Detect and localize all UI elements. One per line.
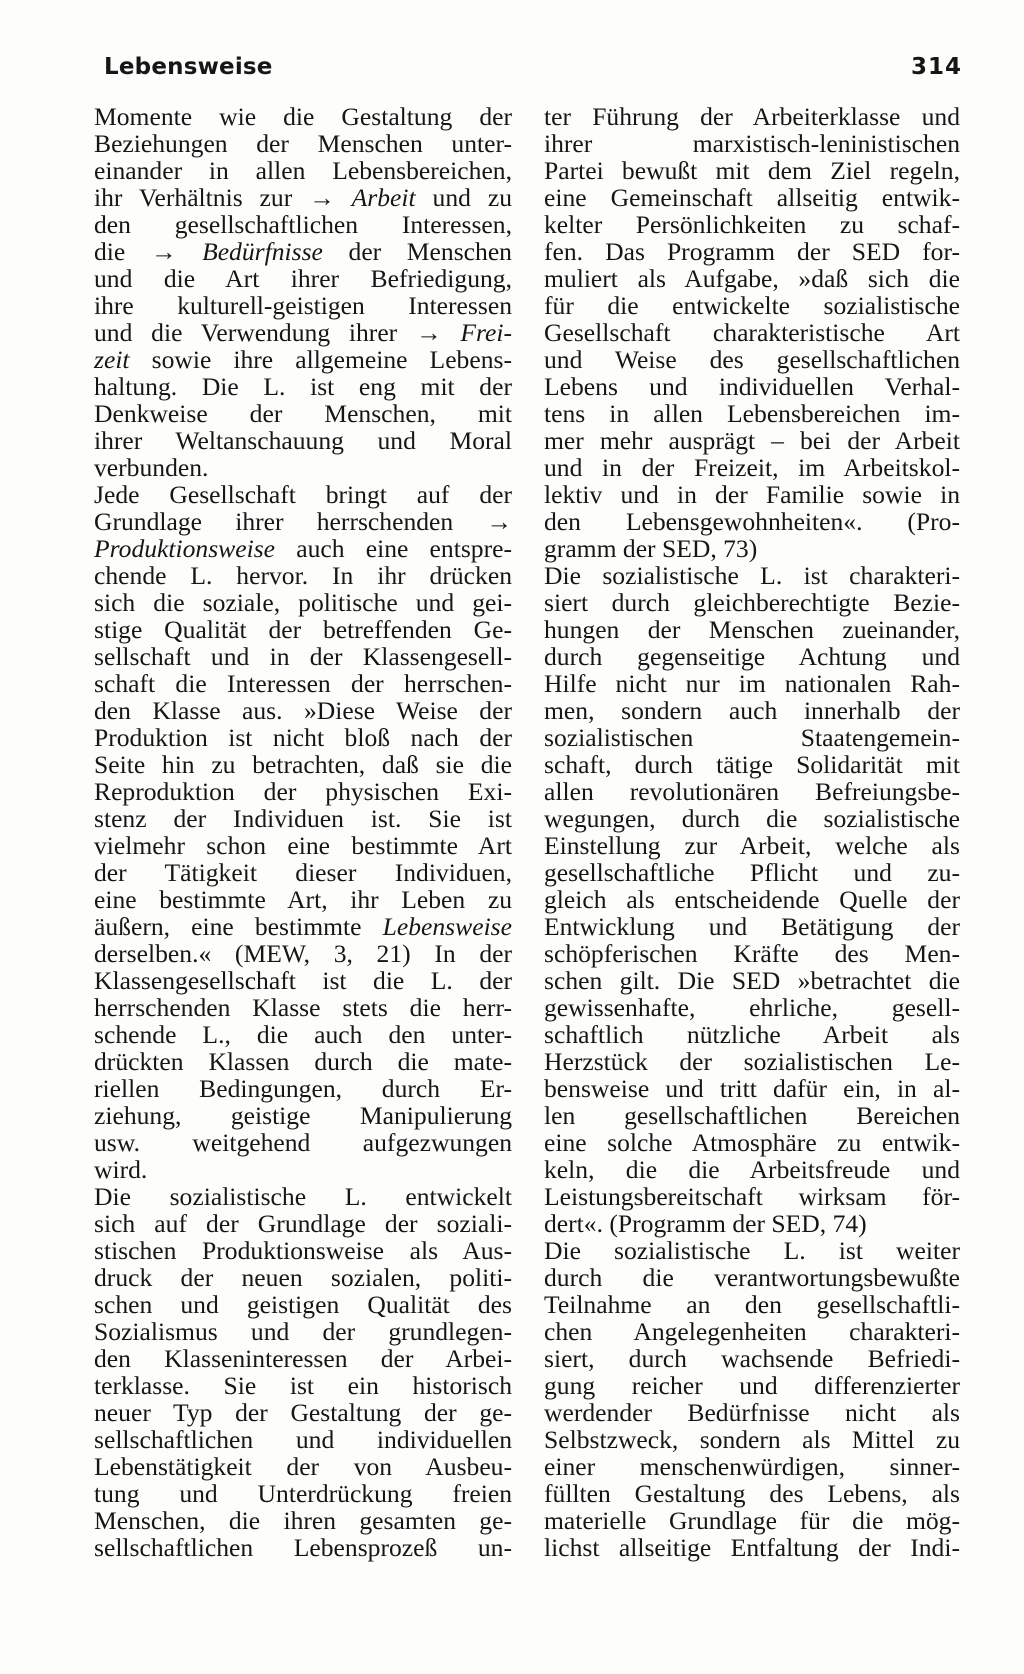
- text-line: schaftlich nützliche Arbeit als: [544, 1020, 960, 1049]
- text-line: gewissenhafte, ehrliche, gesell-: [544, 993, 960, 1022]
- text-line: Lebenstätigkeit der von Ausbeu-: [94, 1452, 512, 1481]
- text-line: Partei bewußt mit dem Ziel regeln,: [544, 156, 960, 185]
- text-line: sozialistischen Staatengemein-: [544, 723, 960, 752]
- text-line: der Tätigkeit dieser Individuen,: [94, 858, 512, 887]
- text-line: Momente wie die Gestaltung der: [94, 102, 512, 131]
- text-line: siert, durch wachsende Befriedi-: [544, 1344, 960, 1373]
- text-line: schen und geistigen Qualität des: [94, 1290, 512, 1319]
- text-line: Reproduktion der physischen Exi-: [94, 777, 512, 806]
- text-line: sich auf der Grundlage der soziali-: [94, 1209, 512, 1238]
- text-line: riellen Bedingungen, durch Er-: [94, 1074, 512, 1103]
- text-line: Teilnahme an den gesellschaftli-: [544, 1290, 960, 1319]
- text-line: Denkweise der Menschen, mit: [94, 399, 512, 428]
- text-line: gleich als entscheidende Quelle der: [544, 885, 960, 914]
- text-line: lektiv und in der Familie sowie in: [544, 480, 960, 509]
- text-line: fen. Das Programm der SED for-: [544, 237, 960, 266]
- text-line: eine solche Atmosphäre zu entwik-: [544, 1128, 960, 1157]
- text-column-left: [94, 103, 512, 1561]
- text-line: ihrer marxistisch-leninistischen: [544, 129, 960, 158]
- text-line: Herzstück der sozialistischen Le-: [544, 1047, 960, 1076]
- text-line: einer menschenwürdigen, sinner-: [544, 1452, 960, 1481]
- text-line: Klassengesellschaft ist die L. der: [94, 966, 512, 995]
- text-line: durch gegenseitige Achtung und: [544, 642, 960, 671]
- text-line: usw. weitgehend aufgezwungen: [94, 1128, 512, 1157]
- text-line: Entwicklung und Betätigung der: [544, 912, 960, 941]
- text-line: den Klasse aus. »Diese Weise der: [94, 696, 512, 725]
- text-line: und in der Freizeit, im Arbeitskol-: [544, 453, 960, 482]
- text-line: Seite hin zu betrachten, daß sie die: [94, 750, 512, 779]
- text-line: chende L. hervor. In ihr drücken: [94, 561, 512, 590]
- text-line: bensweise und tritt dafür ein, in al-: [544, 1074, 960, 1103]
- text-line: durch die verantwortungsbewußte: [544, 1263, 960, 1292]
- text-line: verbunden.: [94, 453, 209, 482]
- text-line: terklasse. Sie ist ein historisch: [94, 1371, 512, 1400]
- text-line: len gesellschaftlichen Bereichen: [544, 1101, 960, 1130]
- text-line: drückten Klassen durch die mate-: [94, 1047, 512, 1076]
- text-line: sellschaftlichen und individuellen: [94, 1425, 512, 1454]
- text-line: stenz der Individuen ist. Sie ist: [94, 804, 512, 833]
- text-line: schaft, durch tätige Solidarität mit: [544, 750, 960, 779]
- text-line: ter Führung der Arbeiterklasse und: [544, 102, 960, 131]
- text-line: schöpferischen Kräfte des Men-: [544, 939, 960, 968]
- text-line: sich die soziale, politische und gei-: [94, 588, 512, 617]
- text-column-right: [544, 103, 960, 1561]
- text-line: Menschen, die ihren gesamten ge-: [94, 1506, 512, 1535]
- text-line: Sozialismus und der grundlegen-: [94, 1317, 512, 1346]
- text-line: schaft die Interessen der herrschen-: [94, 669, 512, 698]
- text-line: keln, die die Arbeitsfreude und: [544, 1155, 960, 1184]
- text-line: ihre kulturell-geistigen Interessen: [94, 291, 512, 320]
- text-line: schen gilt. Die SED »betrachtet die: [544, 966, 960, 995]
- text-line: Leistungsbereitschaft wirksam för-: [544, 1182, 960, 1211]
- text-line: allen revolutionären Befreiungsbe-: [544, 777, 960, 806]
- text-line: Hilfe nicht nur im nationalen Rah-: [544, 669, 960, 698]
- text-line: und die Verwendung ihrer → Frei-: [94, 318, 512, 347]
- text-line: füllten Gestaltung des Lebens, als: [544, 1479, 960, 1508]
- text-line: gramm der SED, 73): [544, 534, 758, 563]
- text-line: Einstellung zur Arbeit, welche als: [544, 831, 960, 860]
- text-line: eine Gemeinschaft allseitig entwik-: [544, 183, 960, 212]
- text-line: hungen der Menschen zueinander,: [544, 615, 960, 644]
- text-line: vielmehr schon eine bestimmte Art: [94, 831, 512, 860]
- text-line: Die sozialistische L. ist charakteri-: [544, 561, 960, 590]
- text-line: Beziehungen der Menschen unter-: [94, 129, 512, 158]
- text-line: zeit sowie ihre allgemeine Lebens-: [94, 345, 512, 374]
- text-line: äußern, eine bestimmte Lebensweise: [94, 912, 512, 941]
- text-line: Grundlage ihrer herrschenden →: [94, 507, 512, 536]
- text-line: den gesellschaftlichen Interessen,: [94, 210, 512, 239]
- text-line: Produktionsweise auch eine entspre-: [94, 534, 512, 563]
- page-header: [104, 54, 962, 90]
- text-line: sellschaftlichen Lebensprozeß un-: [94, 1533, 512, 1562]
- text-line: stige Qualität der betreffenden Ge-: [94, 615, 512, 644]
- text-line: dert«. (Programm der SED, 74): [544, 1209, 867, 1238]
- text-line: siert durch gleichberechtigte Bezie-: [544, 588, 960, 617]
- text-line: mer mehr ausprägt – bei der Arbeit: [544, 426, 960, 455]
- text-line: derselben.« (MEW, 3, 21) In der: [94, 939, 512, 968]
- text-line: gung reicher und differenzierter: [544, 1371, 960, 1400]
- text-line: Die sozialistische L. ist weiter: [544, 1236, 960, 1265]
- text-line: gesellschaftliche Pflicht und zu-: [544, 858, 960, 887]
- text-line: kelter Persönlichkeiten zu schaf-: [544, 210, 960, 239]
- text-line: chen Angelegenheiten charakteri-: [544, 1317, 960, 1346]
- text-line: tung und Unterdrückung freien: [94, 1479, 512, 1508]
- text-line: stischen Produktionsweise als Aus-: [94, 1236, 512, 1265]
- entry-heading: Lebensweise: [104, 54, 273, 80]
- text-line: ihrer Weltanschauung und Moral: [94, 426, 512, 455]
- text-line: die → Bedürfnisse der Menschen: [94, 237, 512, 266]
- text-line: Gesellschaft charakteristische Art: [544, 318, 960, 347]
- text-line: und Weise des gesellschaftlichen: [544, 345, 960, 374]
- text-line: herrschenden Klasse stets die herr-: [94, 993, 512, 1022]
- text-line: druck der neuen sozialen, politi-: [94, 1263, 512, 1292]
- text-line: sellschaft und in der Klassengesell-: [94, 642, 512, 671]
- text-line: einander in allen Lebensbereichen,: [94, 156, 512, 185]
- text-line: wird.: [94, 1155, 148, 1184]
- text-line: lichst allseitige Entfaltung der Indi-: [544, 1533, 960, 1562]
- text-line: wegungen, durch die sozialistische: [544, 804, 960, 833]
- text-line: für die entwickelte sozialistische: [544, 291, 960, 320]
- text-line: materielle Grundlage für die mög-: [544, 1506, 960, 1535]
- text-line: haltung. Die L. ist eng mit der: [94, 372, 512, 401]
- text-line: schende L., die auch den unter-: [94, 1020, 512, 1049]
- text-line: und die Art ihrer Befriedigung,: [94, 264, 512, 293]
- text-line: Jede Gesellschaft bringt auf der: [94, 480, 512, 509]
- text-line: men, sondern auch innerhalb der: [544, 696, 960, 725]
- text-line: den Lebensgewohnheiten«. (Pro-: [544, 507, 960, 536]
- text-line: den Klasseninteressen der Arbei-: [94, 1344, 512, 1373]
- text-line: ihr Verhältnis zur → Arbeit und zu: [94, 183, 512, 212]
- text-line: Lebens und individuellen Verhal-: [544, 372, 960, 401]
- text-line: Die sozialistische L. entwickelt: [94, 1182, 512, 1211]
- text-line: Produktion ist nicht bloß nach der: [94, 723, 512, 752]
- text-line: neuer Typ der Gestaltung der ge-: [94, 1398, 512, 1427]
- text-line: werdender Bedürfnisse nicht als: [544, 1398, 960, 1427]
- text-line: eine bestimmte Art, ihr Leben zu: [94, 885, 512, 914]
- text-line: Selbstzweck, sondern als Mittel zu: [544, 1425, 960, 1454]
- text-line: tens in allen Lebensbereichen im-: [544, 399, 960, 428]
- page-number: 314: [910, 54, 962, 80]
- text-line: ziehung, geistige Manipulierung: [94, 1101, 512, 1130]
- text-line: muliert als Aufgabe, »daß sich die: [544, 264, 960, 293]
